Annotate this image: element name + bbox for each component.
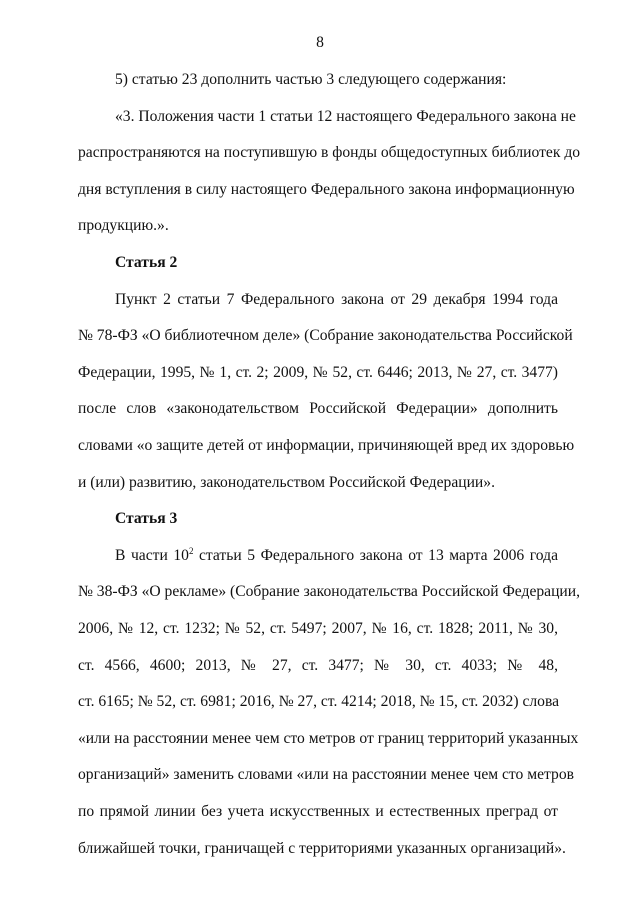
article2-line: после слов «законодательством Российской Федерации» дополнить (78, 400, 558, 418)
article3-first-line-end: статьи 5 Федерального закона от 13 марта 2006 года (193, 546, 558, 564)
article3-line: «или на расстоянии менее чем сто метров от границ территорий указанных (78, 729, 579, 747)
article3-line: ближайшей точки, граничащей с территориями указанных организаций». (78, 839, 566, 857)
article3-line: по прямой линии без учета искусственных и естественных преград от (78, 803, 558, 820)
article3-line: ст. 6165; № 52, ст. 6981; 2016, № 27, ст. 4214; 2018, № 15, ст. 2032) слова (78, 693, 560, 711)
article2-line: словами «о защите детей от информации, причиняющей вред их здоровью (78, 437, 575, 454)
article2-line: Федерации, 1995, № 1, ст. 2; 2009, № 52, ст. 6446; 2013, № 27, ст. 3477) (78, 363, 558, 381)
article2-line: № 78-ФЗ «О библиотечном деле» (Собрание законодательства Российской (78, 327, 573, 345)
page-number: 8 (316, 34, 324, 51)
article3-line: организаций» заменить словами «или на расстоянии менее чем сто метров (78, 766, 574, 784)
article3-first-line-start: В части 10 (115, 546, 189, 564)
item5-intro: 5) статью 23 дополнить частью 3 следующего содержания: (115, 71, 507, 88)
article3-line: ст. 4566, 4600; 2013, № 27, ст. 3477; № 30, ст. 4033; № 48, (78, 656, 558, 674)
article2-line: Пункт 2 статьи 7 Федерального закона от 29 декабря 1994 года (115, 290, 558, 308)
article3-first-line (115, 546, 558, 566)
article3-heading: Статья 3 (115, 510, 178, 528)
item5-line: продукцию.». (78, 217, 169, 235)
item5-line: распространяются на поступившую в фонды общедоступных библиотек до (78, 144, 581, 162)
superscript: 2 (188, 545, 194, 556)
article3-line: 2006, № 12, ст. 1232; № 52, ст. 5497; 2007, № 16, ст. 1828; 2011, № 30, (78, 620, 558, 637)
article3-line: № 38-ФЗ «О рекламе» (Собрание законодательства Российской Федерации, (78, 583, 581, 601)
article2-line: и (или) развитию, законодательством Российской Федерации». (78, 473, 495, 491)
article2-heading: Статья 2 (115, 254, 178, 271)
item5-line: дня вступления в силу настоящего Федерального закона информационную (78, 180, 575, 198)
item5-line: «3. Положения части 1 статьи 12 настоящего Федерального закона не (115, 107, 576, 125)
